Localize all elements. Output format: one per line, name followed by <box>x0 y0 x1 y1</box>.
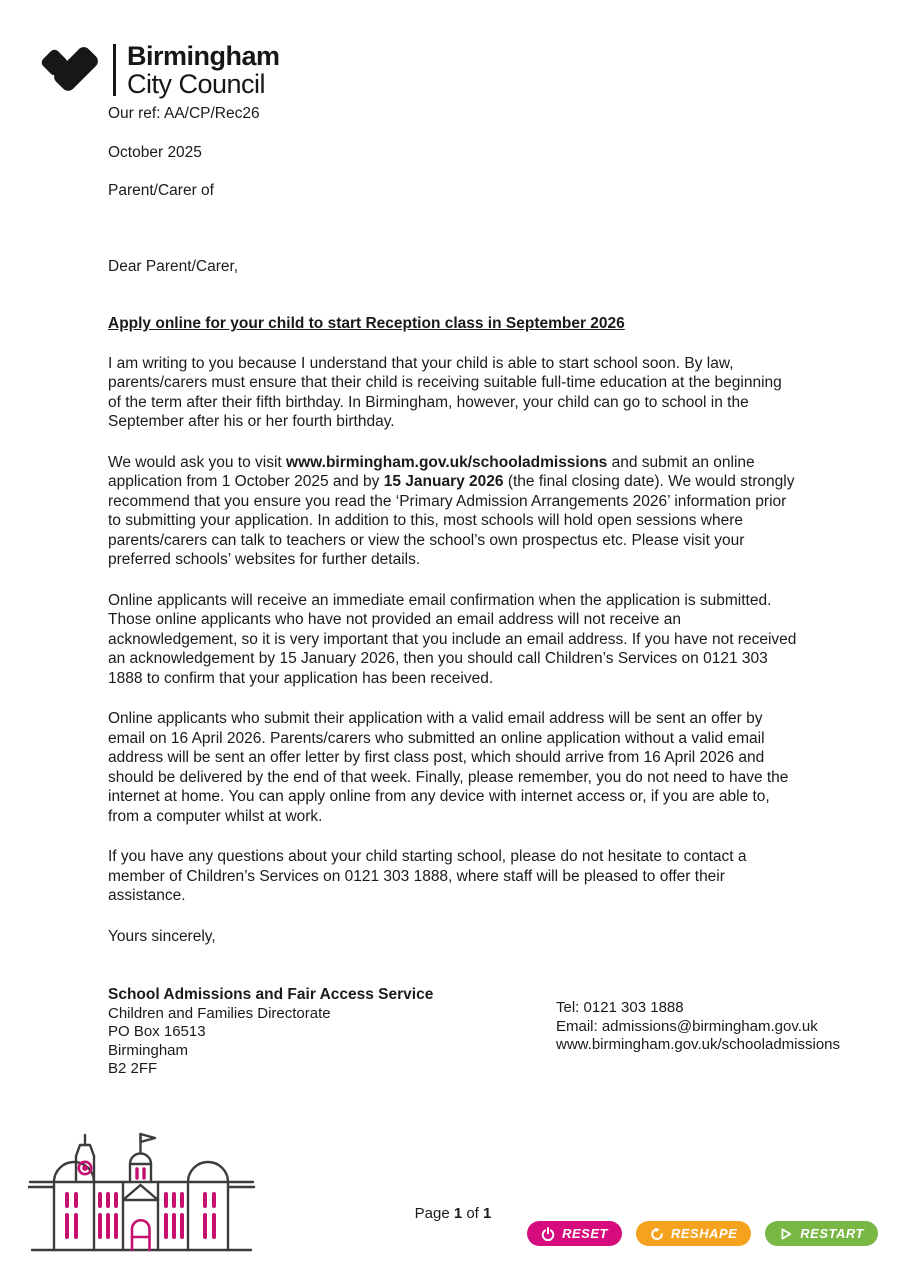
page-label-middle: of <box>462 1205 484 1222</box>
reshape-button-label: RESHAPE <box>670 1226 738 1241</box>
page-label-total: 1 <box>483 1205 492 1222</box>
action-button-bar <box>527 1221 878 1246</box>
logo-wordmark <box>127 42 280 98</box>
council-house-illustration <box>28 1126 256 1258</box>
reshape-button[interactable] <box>636 1221 751 1246</box>
page-label-current: 1 <box>453 1205 463 1222</box>
contact-block <box>556 999 840 1055</box>
contact-web: www.birmingham.gov.uk/schooladmissions <box>556 1036 841 1053</box>
closing-line: Yours sincerely, <box>108 927 216 945</box>
restart-button[interactable] <box>765 1221 878 1246</box>
restart-button-label: RESTART <box>800 1226 864 1241</box>
paragraph-2: We would ask you to visit www.birmingham.gov.uk/schooladmissions and submit an online application from 1 October 2025 and by 15 January 2026 (the final closing date). We would strongly recommend that you ensure you read the ‘Primary Admission Arrangements 2026’ information prior to submitting your application. In addition to this, most schools will hold open sessions where parents/carers can talk to teachers or view the school’s own prospectus etc. Please visit your preferred schools’ websites for further details. <box>108 453 795 568</box>
paragraph-5: If you have any questions about your child starting school, please do not hesitate to contact a member of Children’s Services on 0121 303 1888, where staff will be pleased to offer their assistance. <box>108 848 747 904</box>
salutation-line: Dear Parent/Carer, <box>108 257 239 275</box>
page-label-prefix: Page <box>414 1205 454 1222</box>
logo-divider <box>113 44 116 96</box>
contact-email: Email: admissions@birmingham.gov.uk <box>556 1017 818 1035</box>
reference-line: Our ref: AA/CP/Rec26 <box>108 105 260 122</box>
bcc-heart-logo-icon <box>40 42 104 98</box>
reset-button[interactable] <box>527 1221 622 1246</box>
signature-service-name: School Admissions and Fair Access Service <box>108 986 434 1003</box>
signature-po-box: PO Box 16513 <box>108 1023 206 1040</box>
contact-tel: Tel: 0121 303 1888 <box>556 999 684 1016</box>
signature-postcode: B2 2FF <box>108 1060 158 1077</box>
paragraph-1: I am writing to you because I understand that your child is able to start school soon. By law, parents/carers must ensure that their child is receiving suitable full-time education at the beginning of the term after their fifth birthday. In Birmingham, however, your child can go to school in the September after his or her fourth birthday. <box>108 354 782 430</box>
signature-city: Birmingham <box>108 1041 189 1059</box>
letter-heading: Apply online for your child to start Reception class in September 2026 <box>108 315 625 332</box>
logo-wordmark-line1: Birmingham <box>127 41 280 71</box>
logo-wordmark-line2: City Council <box>127 69 266 99</box>
power-icon <box>541 1227 555 1241</box>
addressee-line: Parent/Carer of <box>108 182 214 199</box>
bcc-logo <box>40 42 280 98</box>
paragraph-4: Online applicants who submit their application with a valid email address will be sent an offer by email on 16 April 2026. Parents/carers who submitted an online application without a valid email address will be sent an offer letter by first class post, which should arrive from 16 April 2026 and should be delivered by the end of that week. Finally, please remember, you do not need to have the internet at home. You can apply online from any device with internet access or, if you are able to, from a computer whilst at work. <box>108 710 789 825</box>
reset-button-label: RESET <box>562 1226 608 1241</box>
page-number-label <box>0 1205 906 1222</box>
letter-body <box>108 104 798 1079</box>
play-icon <box>779 1227 793 1241</box>
reshape-icon <box>650 1227 664 1241</box>
date-line: October 2025 <box>108 143 202 161</box>
signature-directorate: Children and Families Directorate <box>108 1004 331 1022</box>
paragraph-3: Online applicants will receive an immediate email confirmation when the application is submitted. Those online applicants who have not provided an email address will not receive an acknowledgement, so it is very important that you include an email address. If you have not received an acknowledgement by 15 January 2026, then you should call Children’s Services on 0121 303 1888 to confirm that your application has been received. <box>108 591 797 687</box>
